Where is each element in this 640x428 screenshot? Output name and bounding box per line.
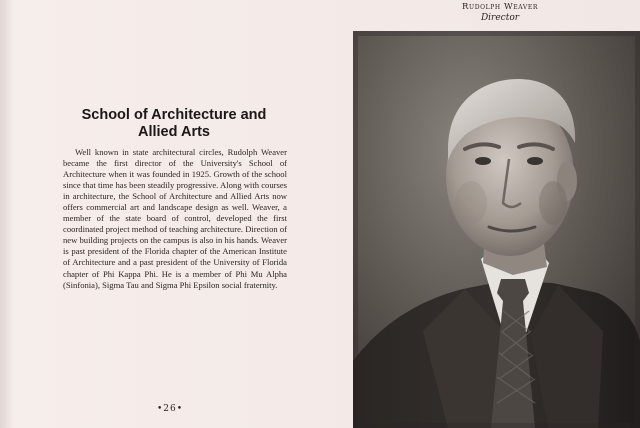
portrait-illustration	[353, 31, 640, 428]
right-eye	[527, 157, 543, 165]
portrait-caption	[440, 2, 560, 24]
page-edge-shadow	[0, 0, 14, 428]
article-heading: School of Architecture and Allied Arts	[81, 107, 267, 140]
left-eye	[475, 157, 491, 165]
article-body: Well known in state architectural circles, Rudolph Weaver became the first director of the University's School of Architecture when it was founded in 1925. Growth of the school since that time has been steadily progressive. Along with courses in architecture, the School of Architecture and Allied Arts now offers commercial art and landscape design as well. Weaver, a member of the state board of control, developed the first coordinated project method of teaching architecture. Direction of new building projects on the campus is also in his hands. Weaver is past president of the Florida chapter of the American Institute of Architecture and a past president of the University of Florida chapter of Phi Kappa Phi. He is a member of Phi Mu Alpha (Sinfonia), Sigma Tau and Sigma Phi Epsilon social fraternity.	[63, 147, 287, 290]
cheek-shade-left	[455, 181, 487, 225]
portrait-role: Director	[480, 13, 520, 23]
page-number: •26•	[156, 404, 184, 414]
portrait-photo	[353, 31, 640, 428]
cheek-shade-right	[539, 181, 567, 225]
portrait-name: Rudolph Weaver	[462, 2, 538, 12]
